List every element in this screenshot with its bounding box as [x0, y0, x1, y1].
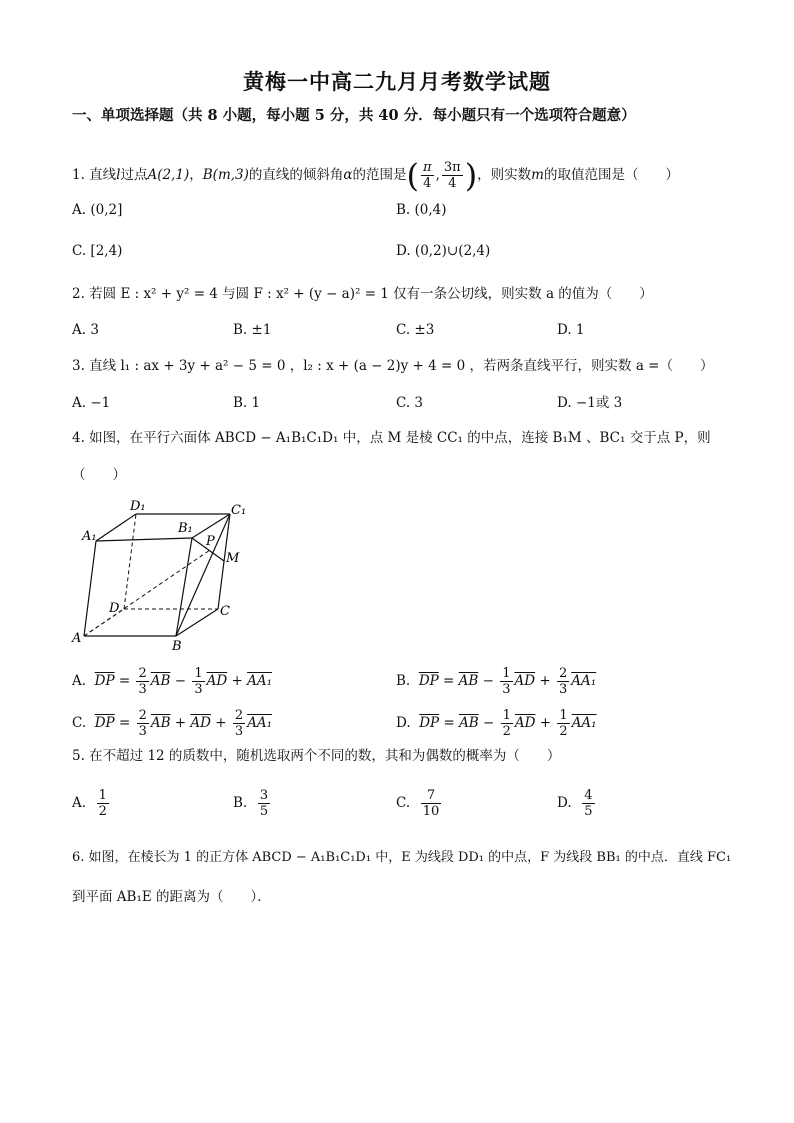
section-heading: 一、单项选择题（共 8 小题，每小题 5 分，共 40 分．每小题只有一个选项符合题意）	[72, 107, 636, 124]
label-a1: A₁	[82, 529, 97, 544]
label-b1: B₁	[178, 521, 193, 536]
edge-ad-hidden	[84, 609, 124, 636]
question-4-line-1: 4. 如图，在平行六面体 ABCD − A₁B₁C₁D₁ 中，点 M 是棱 CC₁ 的中点，连接 B₁M 、BC₁ 交于点 P，则	[72, 430, 711, 446]
label-d: D	[109, 601, 120, 616]
q1-text-c: 过点	[120, 167, 148, 183]
edge-aa1	[84, 541, 96, 636]
q1-comma: ，	[189, 167, 203, 183]
segment-bc1	[176, 514, 230, 636]
q3-option-b[interactable]: B. 1	[233, 395, 261, 411]
q5-option-b[interactable]: B. $\frac{3}{5}$	[233, 788, 269, 819]
q4-option-b[interactable]: B. $\overline{DP} = \overline{AB}$ − $\frac{1}{3}$ $\overline{AD}$ + $\frac{2}{3}$ AA₁	[396, 666, 597, 697]
question-1: 1. 直线l过点A(2,1)，B(m,3)的直线的倾斜角α的范围是( $\frac{\pi}{4}$ , $\frac{3\pi}{4}$ )，则实数m的取值范围是（ ）	[72, 156, 679, 195]
q4-option-a[interactable]: A. $\overline{DP}$ = $\frac{2}{3}$ $\overline{AB}$ − $\frac{1}{3}$ $\overline{AD} + AA_1$	[72, 666, 273, 697]
q3-option-c[interactable]: C. 3	[396, 395, 424, 411]
q1-text-a: 1. 直线	[72, 167, 117, 183]
q1-point-a: A(2,1)	[147, 167, 190, 183]
label-c1: C₁	[231, 503, 247, 518]
q5-option-d[interactable]: D. $\frac{4}{5}$	[557, 788, 593, 819]
q1-option-c[interactable]: C. [2,4)	[72, 243, 123, 259]
edge-a1d1	[96, 514, 136, 541]
edge-bb1	[176, 538, 192, 636]
exam-title: 黄梅一中高二九月月考数学试题	[243, 69, 551, 94]
q1-frac-2: $\frac{3\pi}{4}$	[443, 160, 461, 191]
q1-option-d[interactable]: D. (0,2)∪(2,4)	[396, 243, 491, 259]
q3-option-d[interactable]: D. −1或 3	[557, 395, 623, 411]
q1-frac-1: $\frac{\pi}{4}$	[423, 160, 432, 191]
question-6-line-1: 6. 如图，在棱长为 1 的正方体 ABCD − A₁B₁C₁D₁ 中，E 为线段 DD₁ 的中点，F 为线段 BB₁ 的中点．直线 FC₁	[72, 850, 732, 865]
q1-text-p: 的取值范围是（ ）	[543, 167, 679, 183]
q2-option-c[interactable]: C. ±3	[396, 322, 435, 338]
q4-option-c[interactable]: C. $\overline{DP}$ = $\frac{2}{3}$ $\overline{AB} + \overline{AD}$ + $\frac{2}{3}$ AA₁	[72, 708, 273, 739]
question-4-line-2: （ ）	[72, 467, 126, 483]
edge-b1c1	[192, 514, 230, 538]
edge-a1b1	[96, 538, 192, 541]
q1-text-n: ，则实数	[477, 167, 532, 183]
label-b: B	[172, 639, 182, 654]
edge-bc	[176, 609, 218, 636]
label-d1: D₁	[130, 499, 146, 514]
q5-option-c[interactable]: C. $\frac{7}{10}$	[396, 788, 440, 819]
q2-option-d[interactable]: D. 1	[557, 322, 585, 338]
question-2: 2. 若圆 E : x² + y² = 4 与圆 F : x² + (y − a)² = 1 仅有一条公切线，则实数 a 的值为（ ）	[72, 286, 653, 302]
segment-b1m	[192, 538, 224, 561]
q5-option-a[interactable]: A. $\frac{1}{2}$	[72, 788, 107, 819]
q2-option-b[interactable]: B. ±1	[233, 322, 272, 338]
q1-text-i: 的范围是	[352, 167, 407, 183]
question-5: 5. 在不超过 12 的质数中，随机选取两个不同的数，其和为偶数的概率为（ ）	[72, 748, 561, 764]
q1-text-g: 的直线的倾斜角	[248, 167, 344, 183]
question-6-line-2: 到平面 AB₁E 的距离为（ ）．	[72, 889, 271, 905]
q1-option-a[interactable]: A. (0,2]	[72, 202, 123, 218]
edge-dd1-hidden	[124, 514, 136, 609]
q3-option-a[interactable]: A. −1	[72, 395, 111, 411]
q1-alpha: α	[343, 167, 353, 183]
q1-var-m: m	[531, 167, 544, 183]
q1-var-l: l	[116, 167, 121, 183]
label-a: A	[72, 631, 82, 646]
q2-option-a[interactable]: A. 3	[72, 322, 99, 338]
q4-option-d[interactable]: D. $\overline{DP} = \overline{AB}$ − $\frac{1}{2}$ $\overline{AD}$ + $\frac{1}{2}$ AA₁	[396, 708, 597, 739]
segment-ap-hidden	[84, 550, 210, 636]
q1-option-b[interactable]: B. (0,4)	[396, 202, 447, 218]
label-m: M	[226, 551, 240, 566]
label-c: C	[220, 604, 230, 619]
q1-point-b: B(m,3)	[202, 167, 249, 183]
label-p: P	[206, 534, 215, 549]
question-3: 3. 直线 l₁ : ax + 3y + a² − 5 = 0 ，l₂ : x + (a − 2)y + 4 = 0 ，若两条直线平行，则实数 a =（ ）	[72, 358, 714, 374]
edge-cc1	[218, 514, 230, 609]
